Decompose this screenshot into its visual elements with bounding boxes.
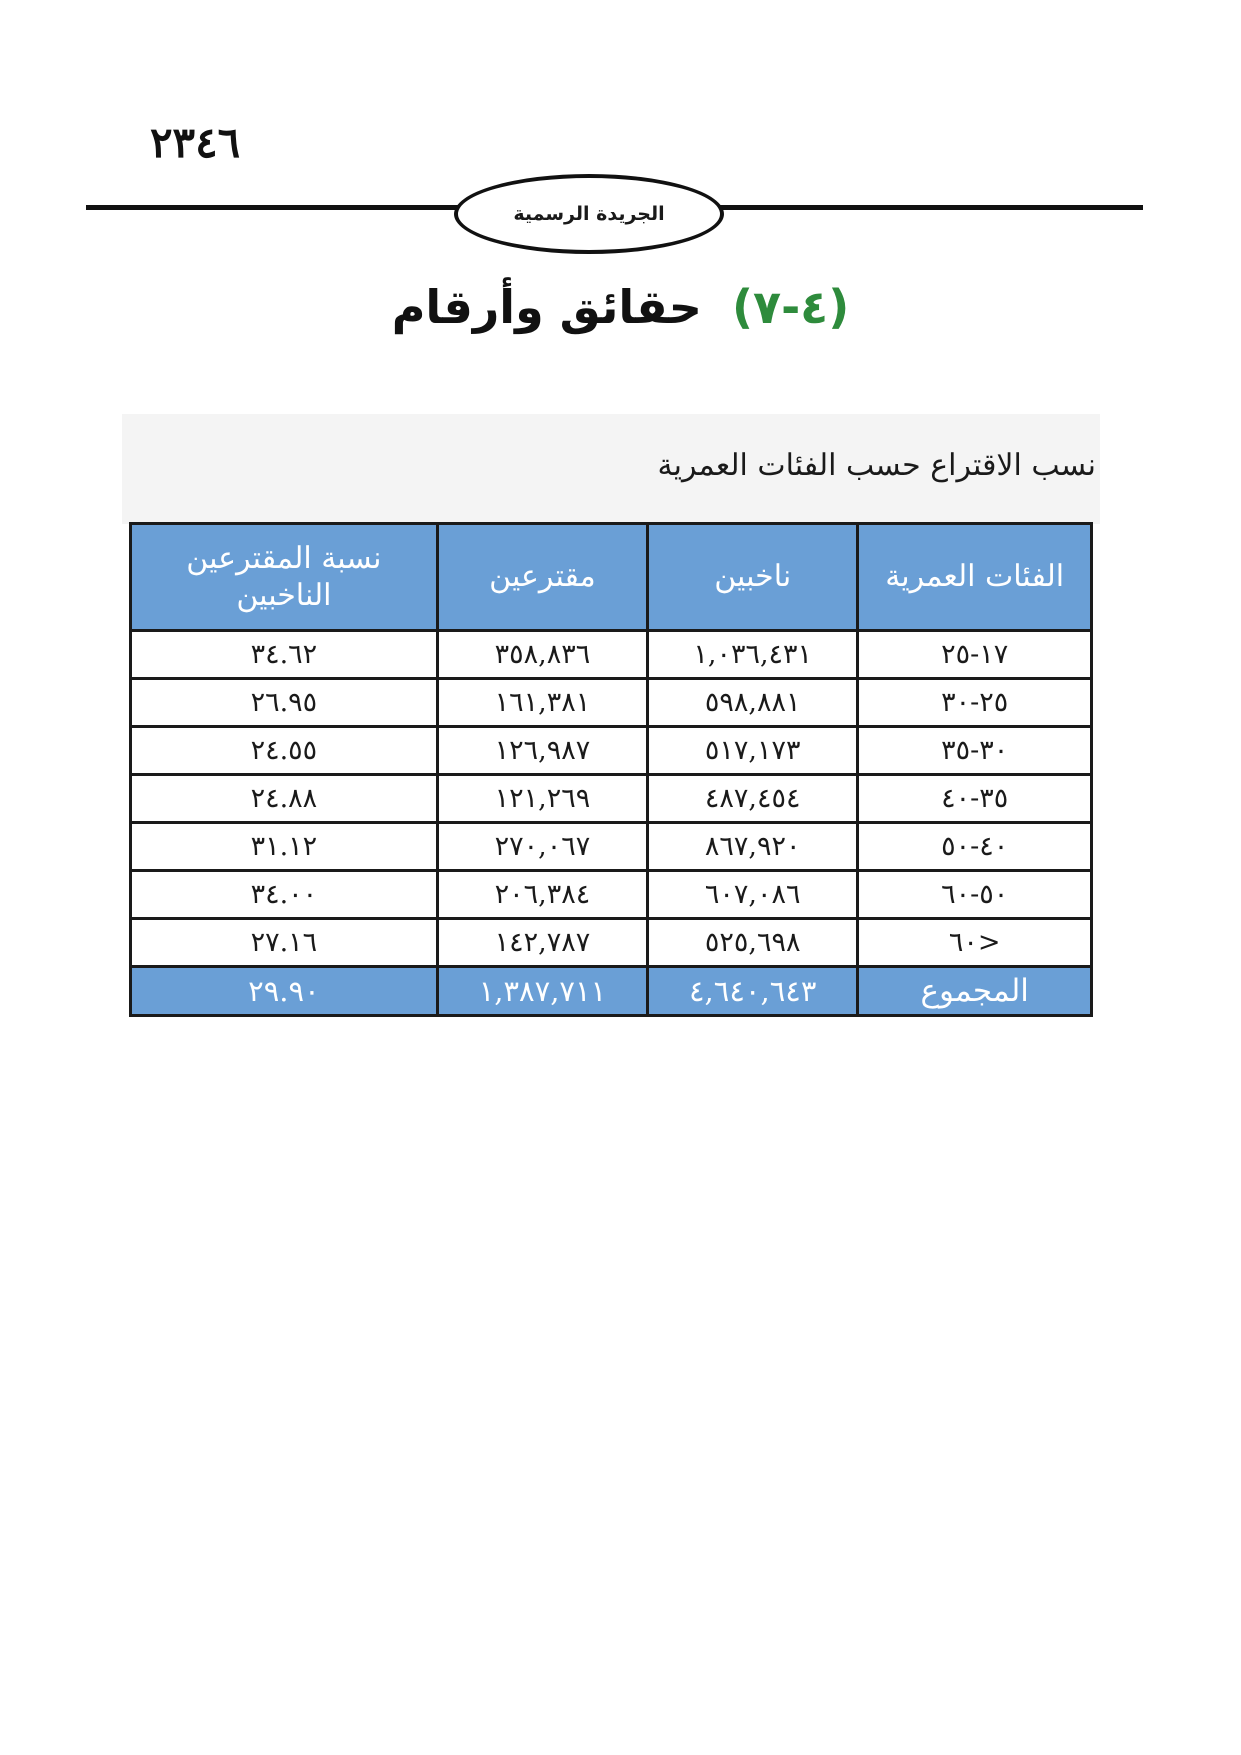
cell-ratio: ٢٤.٨٨ <box>131 775 438 823</box>
table-row <box>131 679 1092 727</box>
section-title-text: حقائق وأرقام <box>391 280 702 334</box>
cell-voted: ٢٧٠,٠٦٧ <box>437 823 647 871</box>
table-header-row <box>131 524 1092 631</box>
section-number: (٤-٧) <box>731 280 850 334</box>
cell-voted: ٢٠٦,٣٨٤ <box>437 871 647 919</box>
table-caption: نسب الاقتراع حسب الفئات العمرية <box>657 448 1096 483</box>
section-title <box>0 280 1241 334</box>
cell-ratio: ٣٤.٠٠ <box>131 871 438 919</box>
cell-age-group: ٤٠-٥٠ <box>858 823 1092 871</box>
cell-voters: ٥٩٨,٨٨١ <box>648 679 858 727</box>
header-age-group: الفئات العمرية <box>858 524 1092 631</box>
cell-age-group: ٢٥-٣٠ <box>858 679 1092 727</box>
table-row <box>131 871 1092 919</box>
header-ratio-line1: نسبة المقترعين <box>186 540 382 576</box>
page-number: ٢٣٤٦ <box>150 118 241 167</box>
cell-voted: ١٢١,٢٦٩ <box>437 775 647 823</box>
header-voted: مقترعين <box>437 524 647 631</box>
cell-voters: ٦٠٧,٠٨٦ <box>648 871 858 919</box>
total-ratio: ٢٩.٩٠ <box>131 967 438 1016</box>
cell-voters: ٥٢٥,٦٩٨ <box>648 919 858 967</box>
cell-voted: ١٦١,٣٨١ <box>437 679 647 727</box>
cell-ratio: ٢٤.٥٥ <box>131 727 438 775</box>
gazette-name: الجريدة الرسمية <box>513 203 665 225</box>
table-total-row <box>131 967 1092 1016</box>
cell-ratio: ٣١.١٢ <box>131 823 438 871</box>
cell-age-group: ٣٥-٤٠ <box>858 775 1092 823</box>
total-voted: ١,٣٨٧,٧١١ <box>437 967 647 1016</box>
cell-voted: ٣٥٨,٨٣٦ <box>437 631 647 679</box>
total-label: المجموع <box>858 967 1092 1016</box>
table-row <box>131 727 1092 775</box>
cell-voted: ١٢٦,٩٨٧ <box>437 727 647 775</box>
table-row <box>131 631 1092 679</box>
cell-voters: ٤٨٧,٤٥٤ <box>648 775 858 823</box>
cell-age-group: ٥٠-٦٠ <box>858 871 1092 919</box>
header-ratio-line2: الناخبين <box>236 578 332 613</box>
cell-ratio: ٣٤.٦٢ <box>131 631 438 679</box>
table-row <box>131 919 1092 967</box>
turnout-by-age-table <box>129 522 1093 1017</box>
gazette-header-oval <box>454 174 724 254</box>
header-ratio <box>131 524 438 631</box>
cell-ratio: ٢٧.١٦ <box>131 919 438 967</box>
cell-age-group: ١٧-٢٥ <box>858 631 1092 679</box>
cell-age-group: <٦٠ <box>858 919 1092 967</box>
cell-voters: ٥١٧,١٧٣ <box>648 727 858 775</box>
cell-voters: ١,٠٣٦,٤٣١ <box>648 631 858 679</box>
header-voters: ناخبين <box>648 524 858 631</box>
total-voters: ٤,٦٤٠,٦٤٣ <box>648 967 858 1016</box>
table-row <box>131 775 1092 823</box>
cell-voted: ١٤٢,٧٨٧ <box>437 919 647 967</box>
cell-voters: ٨٦٧,٩٢٠ <box>648 823 858 871</box>
cell-ratio: ٢٦.٩٥ <box>131 679 438 727</box>
table-row <box>131 823 1092 871</box>
cell-age-group: ٣٠-٣٥ <box>858 727 1092 775</box>
